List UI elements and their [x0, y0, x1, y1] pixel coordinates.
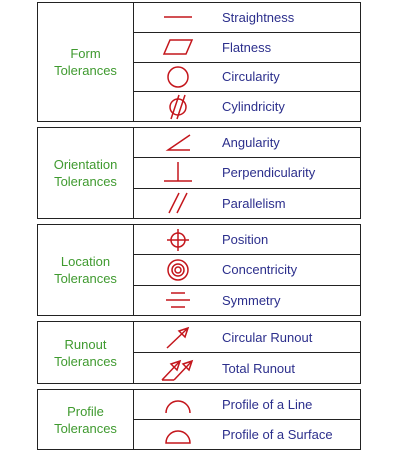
label-perpendicularity: Perpendicularity	[222, 165, 316, 181]
parallelism-icon	[158, 189, 198, 217]
row-circular-runout	[134, 322, 360, 352]
circularity-icon	[158, 63, 198, 91]
label-total-runout: Total Runout	[222, 360, 295, 376]
symmetry-icon	[158, 286, 198, 314]
group-profile	[37, 389, 361, 450]
cylindricity-icon	[158, 93, 198, 121]
row-profile-line	[134, 390, 360, 419]
label-position: Position	[222, 232, 269, 248]
label-profile-surface: Profile of a Surface	[222, 427, 333, 442]
row-parallelism	[134, 188, 360, 218]
label-concentricity: Concentricity	[222, 262, 298, 278]
circular-runout-icon	[158, 323, 198, 351]
profile-line-icon	[158, 391, 198, 419]
category-runout: Runout Tolerances	[38, 322, 134, 383]
label-circular-runout: Circular Runout	[222, 329, 313, 345]
total-runout-icon	[158, 354, 198, 382]
group-form	[37, 2, 361, 122]
row-straightness	[134, 3, 360, 32]
row-position	[134, 225, 360, 254]
row-total-runout	[134, 352, 360, 383]
label-cylindricity: Cylindricity	[222, 99, 285, 115]
row-flatness	[134, 32, 360, 62]
row-perpendicularity	[134, 157, 360, 187]
group-location	[37, 224, 361, 316]
concentricity-icon	[158, 256, 198, 284]
category-orientation: Orientation Tolerances	[38, 128, 134, 218]
label-angularity: Angularity	[222, 135, 280, 151]
label-symmetry: Symmetry	[222, 292, 281, 308]
category-profile: Profile Tolerances	[38, 390, 134, 449]
category-location: Location Tolerances	[38, 225, 134, 315]
label-circularity: Circularity	[222, 69, 280, 85]
flatness-icon	[158, 33, 198, 61]
label-profile-line: Profile of a Line	[222, 397, 313, 412]
angularity-icon	[158, 129, 198, 157]
position-icon	[158, 226, 198, 254]
row-angularity	[134, 128, 360, 157]
row-symmetry	[134, 285, 360, 315]
profile-surface-icon	[158, 421, 198, 449]
row-concentricity	[134, 254, 360, 284]
category-form: Form Tolerances	[38, 3, 134, 121]
label-flatness: Flatness	[222, 39, 272, 55]
row-cylindricity	[134, 91, 360, 121]
group-runout	[37, 321, 361, 384]
label-straightness: Straightness	[222, 9, 295, 25]
straightness-icon	[158, 3, 198, 31]
row-circularity	[134, 62, 360, 92]
row-profile-surface	[134, 419, 360, 449]
label-parallelism: Parallelism	[222, 195, 286, 211]
perpendicularity-icon	[158, 159, 198, 187]
group-orientation	[37, 127, 361, 219]
